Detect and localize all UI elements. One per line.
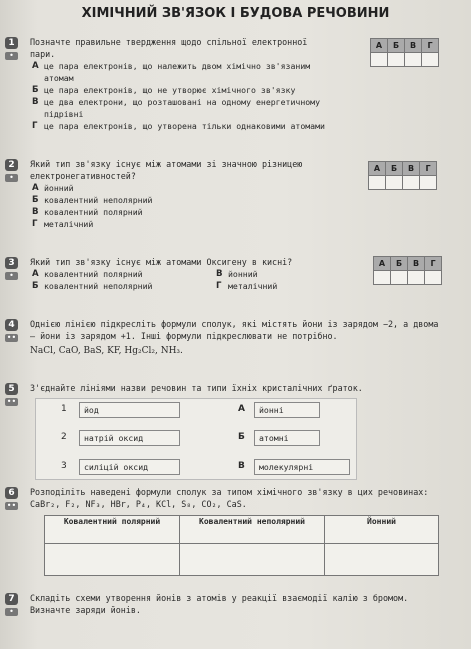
task-question: Однією лінією підкресліть формули сполук, які містять йони із зарядом −2, а двома — йони із зарядом +1. Інші формули підкреслювати не потрібно. bbox=[30, 319, 439, 341]
column-header: Ковалентний полярний bbox=[45, 516, 180, 544]
task-question: Розподіліть наведені формули сполук за типом хімічного зв'язку в цих речовинах: CaBr₂, F₂, NF₃, HBr, P₄, KCl, S₈, CO₂, CaS. bbox=[30, 487, 429, 509]
answer-grid-1[interactable]: А Б В Г bbox=[370, 38, 439, 67]
substance-item[interactable]: силіцій оксид bbox=[79, 459, 180, 475]
task-number: 2 bbox=[5, 159, 18, 171]
page-title: ХІМІЧНИЙ ЗВ'ЯЗОК І БУДОВА РЕЧОВИНИ bbox=[81, 6, 390, 21]
option-b[interactable]: Б ковалентний неполярний bbox=[32, 281, 153, 291]
difficulty-dots-icon: •• bbox=[6, 397, 17, 406]
difficulty-dots-icon: •• bbox=[6, 333, 17, 342]
option-c[interactable]: В йонний bbox=[216, 269, 258, 279]
difficulty-dots-icon: •• bbox=[6, 501, 17, 510]
task-number: 3 bbox=[5, 257, 18, 269]
task-6 bbox=[6, 486, 440, 510]
task-number: 4 bbox=[5, 319, 18, 331]
task-5 bbox=[6, 382, 440, 406]
option-a[interactable]: А ковалентний полярний bbox=[32, 269, 143, 279]
task-number: 5 bbox=[5, 383, 18, 395]
option-d[interactable]: Г металічний bbox=[216, 281, 278, 291]
task-number: 1 bbox=[5, 37, 18, 49]
task-question: Позначте правильне твердження щодо спільної електронної пари. bbox=[30, 37, 308, 59]
answer-grid-2[interactable]: А Б В Г bbox=[368, 161, 437, 190]
option-c[interactable]: В це два електрони, що розташовані на одному енергетичному підрівні bbox=[32, 97, 321, 119]
answer-cell[interactable] bbox=[325, 544, 439, 576]
option-d[interactable]: Г це пара електронів, що утворена тільки однаковими атомами bbox=[32, 121, 325, 131]
formula-list[interactable]: NaCl, CaO, BaS, KF, Hg₂Cl₂, NH₃. bbox=[30, 346, 183, 356]
task-question: Який тип зв'язку існує між атомами зі значною різницею електронегативностей? bbox=[30, 159, 303, 181]
substance-item[interactable]: йод bbox=[79, 402, 180, 418]
difficulty-dots-icon: • bbox=[5, 608, 18, 616]
difficulty-dots-icon: • bbox=[5, 52, 18, 60]
option-a[interactable]: А йонний bbox=[32, 183, 74, 193]
option-b[interactable]: Б це пара електронів, що не утворює хімічного зв'язку bbox=[32, 85, 296, 95]
answer-cell[interactable] bbox=[180, 544, 325, 576]
task-number: 7 bbox=[5, 593, 18, 605]
option-b[interactable]: Б ковалентний неполярний bbox=[32, 195, 153, 205]
task-4 bbox=[6, 318, 440, 357]
matching-panel: 1 йод А йонні 2 натрій оксид Б атомні 3 силіцій оксид В молекулярні bbox=[35, 398, 357, 480]
task-number: 6 bbox=[5, 487, 18, 499]
answer-cell[interactable] bbox=[45, 544, 180, 576]
classification-table bbox=[44, 515, 439, 576]
task-question: Складіть схеми утворення йонів з атомів у реакції взаємодії калію з бромом. Визначте заряди йонів. bbox=[30, 593, 409, 615]
lattice-type-item[interactable]: йонні bbox=[254, 402, 320, 418]
task-question: Який тип зв'язку існує між атомами Оксигену в кисні? bbox=[30, 257, 293, 267]
difficulty-dots-icon: • bbox=[5, 272, 18, 280]
option-c[interactable]: В ковалентний полярний bbox=[32, 207, 143, 217]
option-d[interactable]: Г металічний bbox=[32, 219, 94, 229]
answer-grid-3[interactable]: А Б В Г bbox=[373, 256, 442, 285]
difficulty-dots-icon: • bbox=[5, 174, 18, 182]
lattice-type-item[interactable]: молекулярні bbox=[254, 459, 350, 475]
option-a[interactable]: А це пара електронів, що належить двом хімічно зв'язаним атомам bbox=[32, 61, 311, 83]
task-7 bbox=[8, 592, 440, 616]
column-header: Ковалентний неполярний bbox=[180, 516, 325, 544]
task-question: З'єднайте лініями назви речовин та типи їхніх кристалічних ґраток. bbox=[30, 383, 363, 393]
lattice-type-item[interactable]: атомні bbox=[254, 430, 320, 446]
substance-item[interactable]: натрій оксид bbox=[79, 430, 180, 446]
column-header: Йонний bbox=[325, 516, 439, 544]
